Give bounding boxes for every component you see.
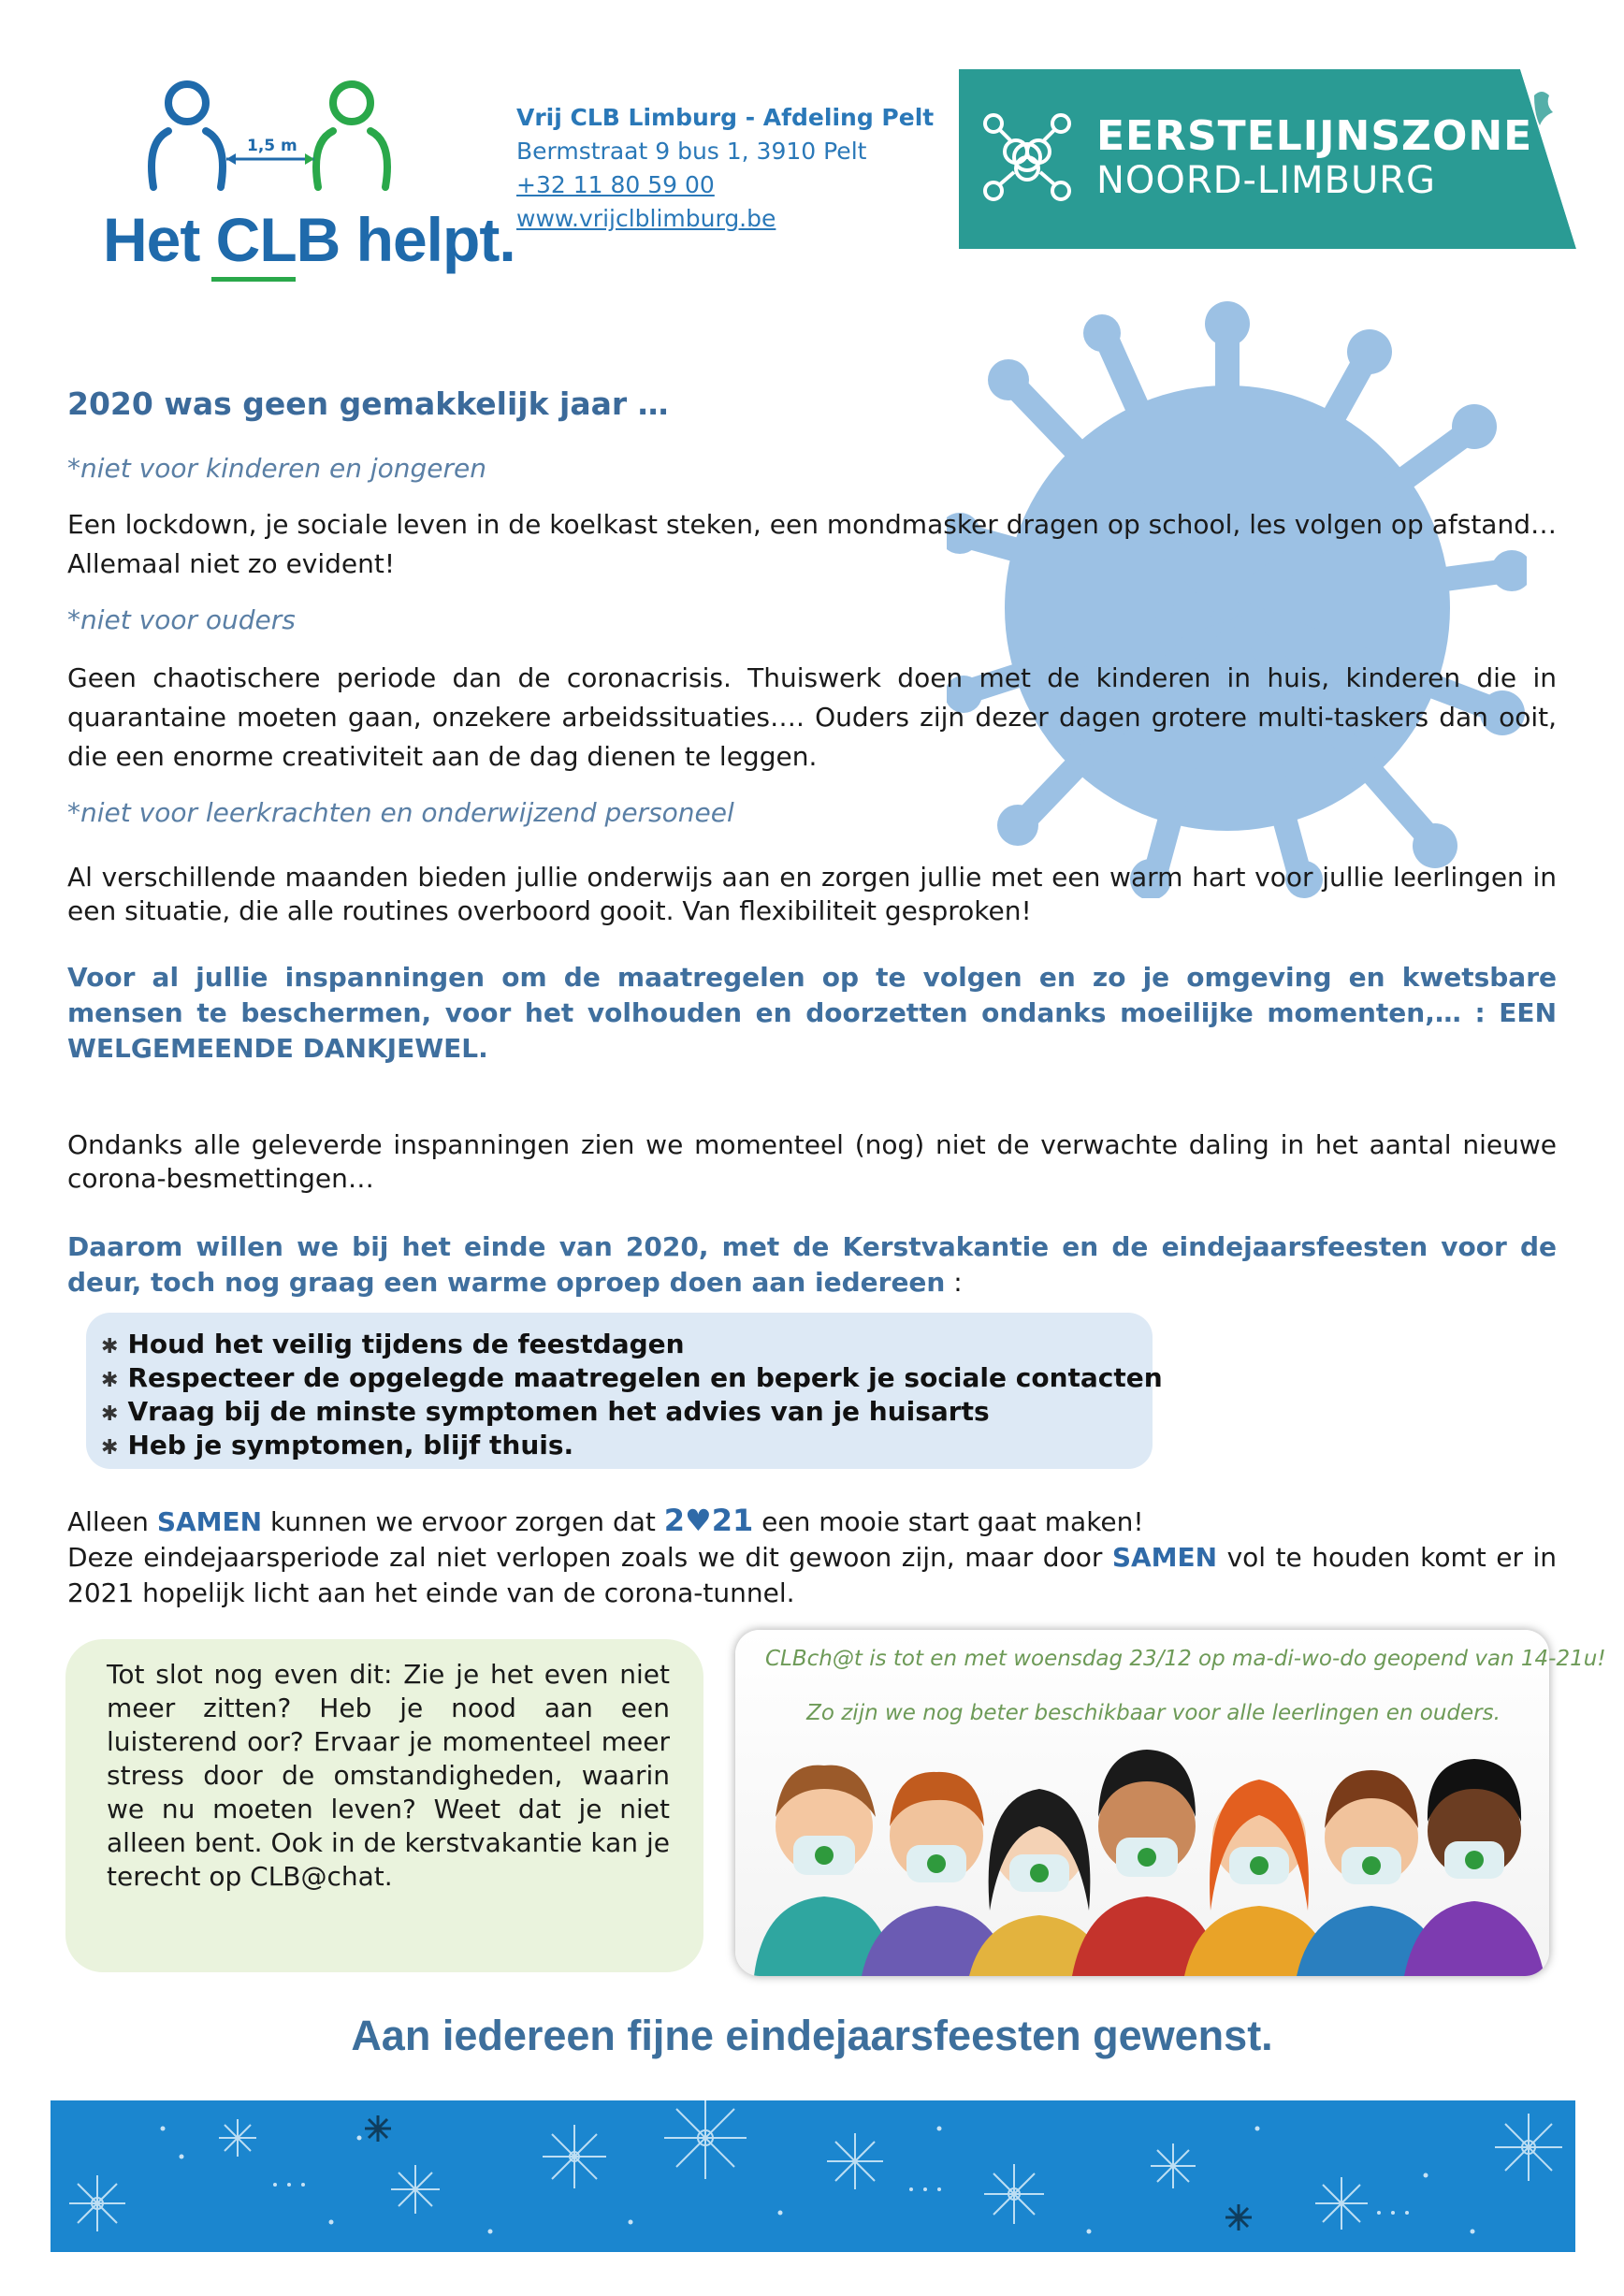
logo-underline <box>211 277 296 282</box>
bullet-text: Respecteer de opgelegde maatregelen en beperk je sociale contacten <box>127 1362 1163 1393</box>
contact-block <box>516 101 934 236</box>
page-heading: 2020 was geen gemakkelijk jaar … <box>67 385 669 422</box>
contact-org: Vrij CLB Limburg - Afdeling Pelt <box>516 104 935 131</box>
contact-phone-link[interactable]: +32 11 80 59 00 <box>516 171 715 198</box>
asterisk-icon: ✱ <box>101 1369 119 1392</box>
closing-text: een mooie start gaat maken! <box>753 1506 1144 1537</box>
network-icon <box>980 110 1074 204</box>
closing-line-1 <box>67 1503 1557 1540</box>
clbchat-illustration <box>735 1630 1606 1976</box>
logo-title: Het CLB helpt. <box>103 205 515 274</box>
paragraph-parents: Geen chaotischere periode dan de coronacrisis. Thuiswerk doen met de kinderen in huis, kinderen die in quarantaine moeten gaan, onzekere arbeidssituaties…. Ouders zijn dezer dagen grotere multi-taskers dan ooit, die een enorme creativiteit aan de dag dienen te leggen. <box>67 662 1557 772</box>
clbchat-opening-hours: CLBch@t is tot en met woensdag 23/12 op ma-di-wo-do geopend van 14-21u! <box>765 1647 1606 1671</box>
bullet-text: Vraag bij de minste symptomen het advies van je huisarts <box>127 1396 990 1427</box>
contact-address: Bermstraat 9 bus 1, 3910 Pelt <box>516 138 867 165</box>
asterisk-icon: ✱ <box>101 1335 119 1359</box>
decorative-footer <box>51 2100 1575 2252</box>
list-item <box>101 1362 1163 1393</box>
ez-title: EERSTELIJNSZONE <box>1096 112 1533 160</box>
paragraph-children: Een lockdown, je sociale leven in de koelkast steken, een mondmasker dragen op school, les volgen op afstand… Allemaal niet zo evident! <box>67 509 1557 579</box>
logo-distance: 1,5 m <box>247 137 297 155</box>
samen-emphasis: SAMEN <box>1111 1542 1218 1573</box>
closing-text: Deze eindejaarsperiode zal niet verlopen zoals we dit gewoon zijn, maar door <box>67 1542 1112 1573</box>
call-end: : <box>945 1267 963 1298</box>
closing-text: Alleen <box>67 1506 157 1537</box>
support-text: Tot slot nog even dit: Zie je het even niet meer zitten? Heb je nood aan een luisterend oor? Ervaar je momenteel meer stress door de omstandigheden, waarin we nu moeten leven? Weet dat je niet alleen bent. Ook in de kerstvakantie kan je terecht op CLB@chat. <box>107 1659 670 1892</box>
subheading-parents: *niet voor ouders <box>67 604 296 635</box>
list-item <box>101 1396 990 1427</box>
contact-website-link[interactable]: www.vrijclblimburg.be <box>516 205 776 232</box>
samen-emphasis: SAMEN <box>156 1506 263 1537</box>
asterisk-icon: ✱ <box>101 1436 119 1460</box>
list-item <box>101 1329 685 1359</box>
subheading-teachers: *niet voor leerkrachten en onderwijzend personeel <box>67 797 734 828</box>
closing-line-2 <box>67 1540 1557 1611</box>
subheading-children: *niet voor kinderen en jongeren <box>67 453 487 484</box>
season-greeting: Aan iedereen fijne eindejaarsfeesten gewenst. <box>351 2012 1273 2059</box>
ez-subtitle: NOORD-LIMBURG <box>1096 159 1437 202</box>
closing-text: kunnen we ervoor zorgen dat <box>262 1506 664 1537</box>
clbchat-availability: Zo zijn we nog beter beschikbaar voor alle leerlingen en ouders. <box>806 1701 1501 1725</box>
closing-text: vol te houden komt er in 2021 hopelijk licht aan het einde van de corona-tunnel. <box>67 1542 1558 1608</box>
bullet-text: Heb je symptomen, blijf thuis. <box>127 1430 574 1460</box>
paragraph-teachers: Al verschillende maanden bieden jullie onderwijs aan en zorgen jullie met een warm hart voor jullie leerlingen in een situatie, die alle routines overboord gooit. Van flexibiliteit gesproken! <box>67 862 1557 926</box>
virus-icon <box>947 299 1527 898</box>
call-paragraph <box>67 1229 1557 1301</box>
thanks-paragraph: Voor al jullie inspanningen om de maatregelen op te volgen en zo je omgeving en kwetsbare mensen te beschermen, voor het volhouden en doorzetten ondanks moeilijke momenten,… : EEN WELGEMEENDE DANKJEWEL. <box>67 962 1557 1064</box>
asterisk-icon: ✱ <box>101 1402 119 1426</box>
call-text: Daarom willen we bij het einde van 2020, met de Kerstvakantie en de eindejaarsfeesten voor de deur, toch nog graag een warme oproep doen aan iedereen <box>67 1231 1557 1298</box>
paragraph-infections: Ondanks alle geleverde inspanningen zien we momenteel (nog) niet de verwachte daling in het aantal nieuwe corona-besmettingen… <box>67 1129 1557 1194</box>
people-with-masks-icon <box>735 1630 1606 1976</box>
list-item <box>101 1430 573 1460</box>
bullet-text: Houd het veilig tijdens de feestdagen <box>127 1329 685 1359</box>
sparkle-icon <box>51 2100 1575 2252</box>
year-2021-emphasis: 2♥21 <box>663 1503 754 1538</box>
